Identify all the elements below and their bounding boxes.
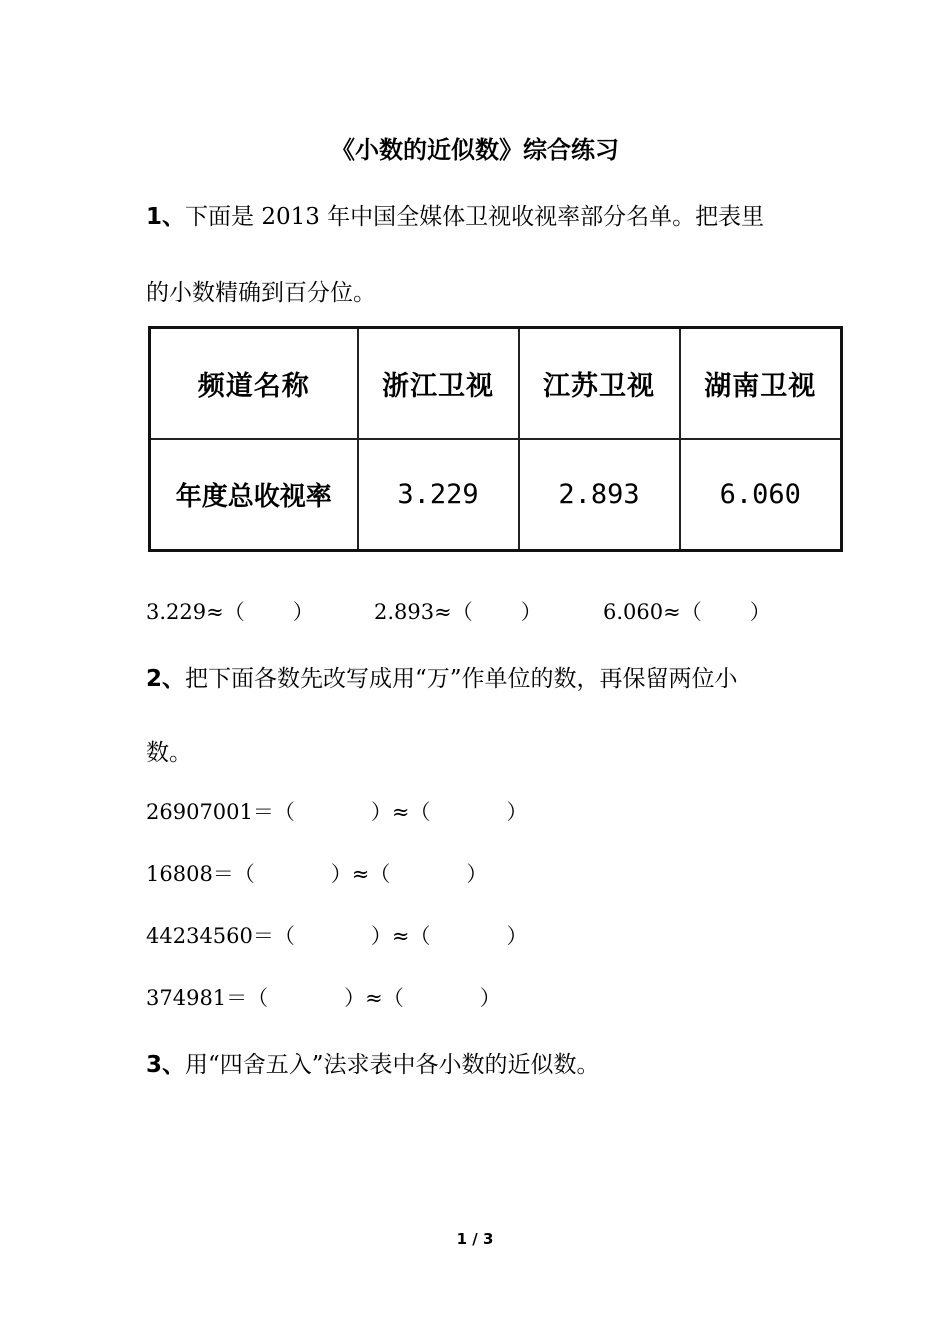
q1-answer-3 [603, 596, 771, 626]
q1-answer-2 [374, 596, 542, 626]
q2-number: 2、 [146, 666, 186, 692]
q2-item-1-prompt: 26907001＝（ [146, 800, 295, 824]
q2-item-2-close: ） [466, 862, 488, 886]
table-value-row [150, 439, 842, 551]
q1-line2: 的小数精确到百分位。 [146, 280, 376, 306]
q3-number: 3、 [146, 1052, 186, 1078]
q2-line1 [146, 660, 738, 693]
q2-item-4-prompt: 374981＝（ [146, 986, 269, 1010]
q1-answer-3-close: ） [749, 600, 771, 624]
ratings-table [148, 326, 843, 552]
q1-answer-3-prompt: 6.060≈（ [603, 600, 702, 624]
table-channel-jiangsu: 江苏卫视 [519, 328, 680, 440]
q2-item-2-approx: ）≈（ [330, 862, 391, 886]
q1-answer-1-prompt: 3.229≈（ [146, 600, 245, 624]
q2-item-4-close: ） [479, 986, 501, 1010]
page-number: 1 / 3 [456, 1230, 494, 1248]
table-value-zhejiang: 3.229 [358, 439, 519, 551]
q3-line [146, 1046, 600, 1079]
q2-item-1-close: ） [506, 800, 528, 824]
q3-text: 用“四舍五入”法求表中各小数的近似数。 [185, 1052, 600, 1078]
q1-number: 1、 [146, 204, 186, 230]
q1-text-line1: 下面是 2013 年中国全媒体卫视收视率部分名单。把表里 [185, 204, 765, 230]
table-header-row [150, 328, 842, 440]
q1-answer-2-close: ） [520, 600, 542, 624]
q2-item-3-approx: ）≈（ [370, 924, 431, 948]
q2-text-line1: 把下面各数先改写成用“万”作单位的数，再保留两位小 [185, 666, 738, 692]
q2-item-1 [146, 796, 528, 826]
page-title: 《小数的近似数》综合练习 [331, 136, 619, 164]
q2-item-3-close: ） [506, 924, 528, 948]
table-row-label: 年度总收视率 [150, 439, 358, 551]
q1-line1 [146, 198, 764, 231]
q2-item-3-prompt: 44234560＝（ [146, 924, 295, 948]
table-value-jiangsu: 2.893 [519, 439, 680, 551]
table-channel-zhejiang: 浙江卫视 [358, 328, 519, 440]
q1-answer-2-prompt: 2.893≈（ [374, 600, 473, 624]
q2-item-1-approx: ）≈（ [370, 800, 431, 824]
q2-item-3 [146, 920, 528, 950]
q1-answer-1-close: ） [292, 600, 314, 624]
q2-item-2 [146, 858, 487, 888]
q2-item-4-approx: ）≈（ [344, 986, 404, 1010]
q1-answer-1 [146, 596, 314, 626]
table-value-hunan: 6.060 [680, 439, 842, 551]
q2-line2: 数。 [146, 740, 192, 766]
q2-item-4 [146, 982, 501, 1012]
table-header-label: 频道名称 [150, 328, 358, 440]
table-channel-hunan: 湖南卫视 [680, 328, 842, 440]
q2-item-2-prompt: 16808＝（ [146, 862, 255, 886]
